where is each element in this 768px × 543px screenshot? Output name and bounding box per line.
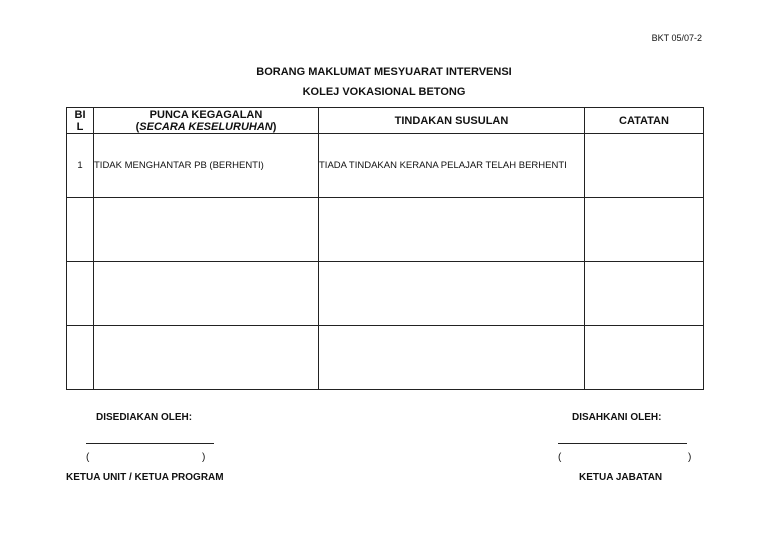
cell-tindakan: TIADA TINDAKAN KERANA PELAJAR TELAH BERHENTI xyxy=(319,134,585,198)
cell-punca xyxy=(94,262,319,326)
approved-by-signature-line xyxy=(558,443,687,444)
document-code: BKT 05/07-2 xyxy=(651,33,702,43)
approved-by-role: KETUA JABATAN xyxy=(579,472,663,483)
cell-bil xyxy=(67,198,94,262)
cell-bil xyxy=(67,326,94,390)
cell-punca: TIDAK MENGHANTAR PB (BERHENTI) xyxy=(94,134,319,198)
college-name: KOLEJ VOKASIONAL BETONG xyxy=(302,86,466,98)
approved-by-paren-close: ) xyxy=(688,452,692,463)
cell-catatan xyxy=(585,198,704,262)
prepared-by-paren-close: ) xyxy=(202,452,206,463)
header-punca-italic: SECARA KESELURUHAN xyxy=(139,120,273,133)
cell-tindakan xyxy=(319,326,585,390)
cell-tindakan xyxy=(319,198,585,262)
cell-punca xyxy=(94,326,319,390)
intervention-table xyxy=(66,107,704,390)
cell-catatan xyxy=(585,134,704,198)
table-row xyxy=(67,262,704,326)
form-title: BORANG MAKLUMAT MESYUARAT INTERVENSI xyxy=(256,66,512,78)
approved-by-paren-open: ( xyxy=(558,452,562,463)
cell-catatan xyxy=(585,326,704,390)
header-catatan: CATATAN xyxy=(585,108,704,134)
cell-catatan xyxy=(585,262,704,326)
table-row xyxy=(67,134,704,198)
prepared-by-paren-open: ( xyxy=(86,452,90,463)
prepared-by-label: DISEDIAKAN OLEH: xyxy=(96,412,193,423)
cell-punca xyxy=(94,198,319,262)
table-header-row xyxy=(67,108,704,134)
table-row xyxy=(67,198,704,262)
cell-bil: 1 xyxy=(67,134,94,198)
prepared-by-role: KETUA UNIT / KETUA PROGRAM xyxy=(66,472,224,483)
prepared-by-signature-line xyxy=(86,443,214,444)
cell-tindakan xyxy=(319,262,585,326)
table-row xyxy=(67,326,704,390)
header-bil: BI L xyxy=(67,108,94,134)
cell-bil xyxy=(67,262,94,326)
header-punca-kegagalan: PUNCA KEGAGALAN (SECARA KESELURUHAN) xyxy=(94,108,319,134)
header-tindakan-susulan: TINDAKAN SUSULAN xyxy=(319,108,585,134)
approved-by-label: DISAHKANI OLEH: xyxy=(572,412,662,423)
